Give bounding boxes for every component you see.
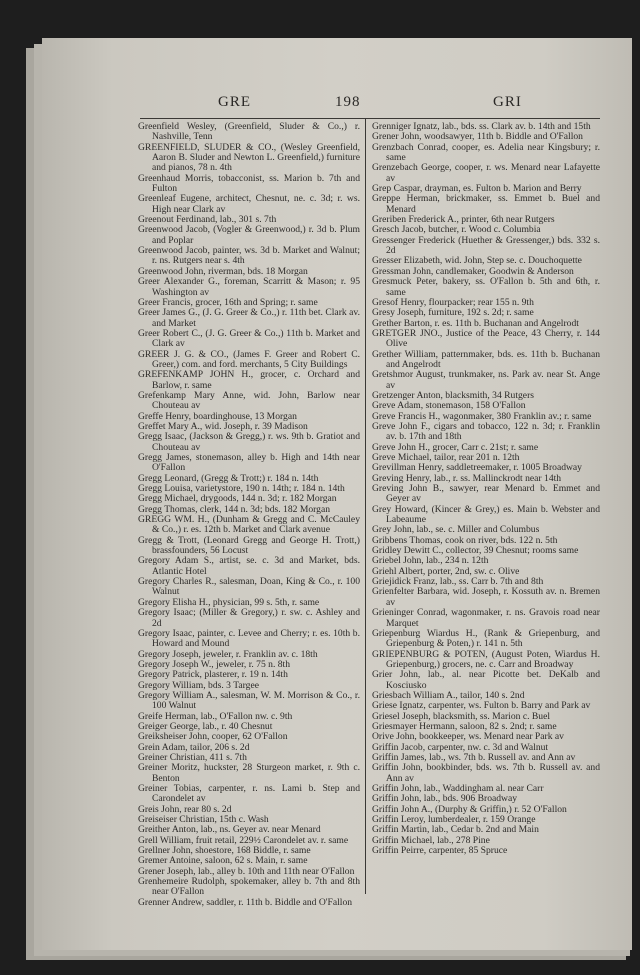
directory-entry: Grey Howard, (Kincer & Grey,) es. Main b. Webster and Labeaume [372,503,600,526]
directory-entry: Grevillman Henry, saddletreemaker, r. 1005 Broadway [372,462,582,474]
directory-entry: Griffin Jacob, carpenter, nw. c. 3d and Walnut [372,741,549,753]
directory-entry: GREGG WM. H., (Dunham & Gregg and C. McCauley & Co.,) r. es. 12th b. Market and Clark avenue [138,514,360,536]
directory-entry: Grep Caspar, drayman, es. Fulton b. Marion and Berry [372,183,582,195]
directory-entry: Gregg Isaac, (Jackson & Gregg,) r. ws. 9th b. Gratiot and Chouteau av [138,431,360,453]
directory-entry: Gresy Joseph, furniture, 192 s. 2d; r. same [372,307,534,319]
directory-entry: Grenzbach Conrad, cooper, es. Adelia near Kingsbury; r. same [372,141,600,164]
directory-entry: Grein Adam, tailor, 206 s. 2d [138,741,250,753]
directory-entry: Griffin John, lab., bds. 906 Broadway [372,793,518,805]
directory-entry: Griffin Martin, lab., Cedar b. 2nd and Main [372,824,539,836]
directory-entry: Gretzenger Anton, blacksmith, 34 Rutgers [372,389,534,401]
directory-entry: Grenniger Ignatz, lab., bds. ss. Clark av. b. 14th and 15th [372,121,591,132]
directory-entry: Gregory William, bds. 3 Targee [138,679,259,691]
directory-entry: Gregory Joseph, jeweler, r. Franklin av. c. 18th [138,648,318,660]
directory-entry: Greiger George, lab., r. 40 Chesnut [138,720,273,732]
directory-entry: Griepenburg Wiardus H., (Rank & Griepenburg, and Griepenburg & Poten,) r. 141 n. 5th [372,627,600,650]
directory-entry: Greither Anton, lab., ns. Geyer av. near Menard [138,824,321,836]
directory-entry: Gressenger Frederick (Huether & Gressenger,) bds. 332 s. 2d [372,234,600,257]
directory-entry: Gregory Charles R., salesman, Doan, King & Co., r. 100 Walnut [138,576,360,598]
directory-entry: Gregory William A., salesman, W. M. Morrison & Co., r. 100 Walnut [138,689,360,712]
directory-entry: Greve Francis H., wagonmaker, 380 Franklin av.; r. same [372,410,592,422]
page-number: 198 [335,94,361,110]
directory-entry: Greis John, rear 80 s. 2d [138,803,232,815]
directory-entry: Gregory Isaac, painter, c. Levee and Cherry; r. es. 10th b. Howard and Mound [138,627,360,650]
running-head-right: GRI [493,94,522,110]
directory-entry: Grefenkamp Mary Anne, wid. John, Barlow near Chouteau av [138,389,360,412]
header-rule [140,118,600,119]
directory-entry: Greve Adam, stonemason, 158 O'Fallon [372,400,526,412]
directory-entry: GRIEPENBURG & POTEN, (August Poten, Wiardus H. Griepenburg,) grocers, ne. c. Carr and Broadway [372,648,600,670]
directory-entry: Gresser Elizabeth, wid. John, Step se. c. Douchoquette [372,255,582,267]
running-head-left: GRE [218,94,251,110]
directory-entry: Greer James G., (J. G. Greer & Co.,) r. 11th bet. Clark av. and Market [138,307,360,329]
directory-entry: Greffet Mary A., wid. Joseph, r. 39 Madison [138,420,308,432]
directory-entry: Greer Alexander G., foreman, Scarritt & Mason; r. 95 Washington av [138,276,360,298]
directory-entry: Greving Henry, lab., r. ss. Mallinckrodt near 14th [372,472,562,484]
directory-entry: Griebel John, lab., 234 n. 12th [372,555,489,567]
column-divider [365,119,366,894]
directory-entry: Greiner Tobias, carpenter, r. ns. Lami b. Step and Carondelet av [138,783,360,805]
directory-entry: GRETGER JNO., Justice of the Peace, 43 Cherry, r. 144 Olive [372,327,600,350]
directory-entry: Griesmayer Hermann, saloon, 82 s. 2nd; r. same [372,720,557,732]
directory-entry: Greppe Herman, brickmaker, ss. Emmet b. Buel and Menard [372,193,600,215]
directory-entry: Gregg Louisa, varietystore, 190 n. 14th; r. 184 n. 14th [138,483,345,495]
directory-entry: Grellner John, shoestore, 168 Biddle, r. same [138,845,311,857]
directory-entry: Greffe Henry, boardinghouse, 13 Morgan [138,410,297,422]
directory-entry: Greiksheiser John, cooper, 62 O'Fallon [138,731,288,743]
directory-entry: Grener John, woodsawyer, 11th b. Biddle and O'Fallon [372,131,583,143]
directory-entry: Gridley Dewitt C., collector, 39 Chesnut; rooms same [372,545,579,557]
directory-entry: Gribbens Thomas, cook on river, bds. 122 n. 5th [372,534,558,546]
directory-entry: Gresch Jacob, butcher, r. Wood c. Columbia [372,224,541,236]
directory-entry: Grener Joseph, lab., alley b. 10th and 11th near O'Fallon [138,865,355,877]
directory-entry: Grier John, lab., al. near Picotte bet. DeKalb and Kosciusko [372,669,600,691]
directory-entry: Gregory Adam S., artist, se. c. 3d and Market, bds. Atlantic Hotel [138,555,360,577]
directory-entry: Griese Ignatz, carpenter, ws. Fulton b. Barry and Park av [372,700,591,712]
directory-entry: Greer Francis, grocer, 16th and Spring; r. same [138,296,318,308]
directory-entry: GREFENKAMP JOHN H., grocer, c. Orchard and Barlow, r. same [138,369,360,391]
directory-entry: Griffin Leroy, lumberdealer, r. 159 Orange [372,814,536,826]
directory-entry: Grenzebach George, cooper, r. ws. Menard near Lafayette av [372,162,600,184]
directory-entry: Greenwood Jacob, (Vogler & Greenwood,) r. 3d b. Plum and Poplar [138,224,360,246]
directory-entry: Greriben Frederick A., printer, 6th near Rutgers [372,214,555,226]
directory-entry: Greving John B., sawyer, rear Menard b. Emmet and Geyer av [372,483,600,505]
directory-entry: Greve John H., grocer, Carr c. 21st; r. same [372,441,539,453]
directory-entry: Griehl Albert, porter, 2nd, sw. c. Olive [372,565,520,577]
directory-entry: GREER J. G. & CO., (James F. Greer and Robert C. Greer,) com. and ford. merchants, 5 City Buildings [138,348,360,370]
directory-entry: Grenhemeire Rudolph, spokemaker, alley b. 7th and 8th near O'Fallon [138,876,360,898]
directory-entry: Gregg Michael, drygoods, 144 n. 3d; r. 182 Morgan [138,493,337,505]
directory-entry: Gresmuck Peter, bakery, ss. O'Fallon b. 5th and 6th, r. same [372,276,600,298]
directory-entry: Gregg James, stonemason, alley b. High and 14th near O'Fallon [138,452,360,474]
directory-entry: Gregg Thomas, clerk, 144 n. 3d; bds. 182 Morgan [138,503,331,515]
directory-entry: Grienfelter Barbara, wid. Joseph, r. Kossuth av. n. Bremen av [372,586,600,608]
directory-entry: Greiseiser Christian, 15th c. Wash [138,814,269,826]
directory-entry: Greife Herman, lab., O'Fallon nw. c. 9th [138,710,293,722]
directory-entry: Griesel Joseph, blacksmith, ss. Marion c. Buel [372,710,550,722]
directory-entry: Gregory Joseph W., jeweler, r. 75 n. 8th [138,658,291,670]
directory-entry: Gregory Patrick, plasterer, r. 19 n. 14th [138,669,288,681]
directory-entry: Greve John F., cigars and tobacco, 122 n. 3d; r. Franklin av. b. 17th and 18th [372,420,600,443]
directory-entry: Griffin Peirre, carpenter, 85 Spruce [372,845,508,857]
directory-entry: Griffin Michael, lab., 278 Pine [372,834,490,846]
directory-entry: Gretshmor August, trunkmaker, ns. Park av. near St. Ange av [372,369,600,391]
directory-entry: Gremer Antoine, saloon, 62 s. Main, r. same [138,855,308,867]
left-column [138,122,360,908]
directory-entry: Grell William, fruit retail, 229½ Carondelet av. r. same [138,834,349,846]
directory-entry: Gregg & Trott, (Leonard Gregg and George H. Trott,) brassfounders, 56 Locust [138,534,360,557]
directory-entry: Greiner Moritz, huckster, 28 Sturgeon market, r. 9th c. Benton [138,762,360,784]
directory-entry: Greenwood Jacob, painter, ws. 3d b. Market and Walnut; r. ns. Rutgers near s. 4th [138,245,360,267]
directory-entry: Griffin John, lab., Waddingham al. near Carr [372,783,544,794]
directory-entry: Greve Michael, tailor, rear 201 n. 12th [372,452,520,463]
directory-entry: GREENFIELD, SLUDER & CO., (Wesley Greenfield, Aaron B. Sluder and Newton L. Greenfield,) furniture and pianos, 78 n. 4th [138,141,360,174]
directory-entry: Grether Barton, r. es. 11th b. Buchanan and Angelrodt [372,317,579,329]
directory-entry: Orive John, bookkeeper, ws. Menard near Park av [372,731,564,743]
directory-entry: Grenner Andrew, saddler, r. 11th b. Biddle and O'Fallon [138,896,353,908]
directory-entry: Greenfield Wesley, (Greenfield, Sluder & Co.,) r. Nashville, Tenn [138,121,360,143]
directory-entry: Griejidick Franz, lab., ss. Carr b. 7th and 8th [372,576,544,588]
directory-entry: Grether William, patternmaker, bds. es. 11th b. Buchanan and Angelrodt [372,348,600,370]
right-column [372,122,600,856]
directory-entry: Gregory Isaac; (Miller & Gregory,) r. sw. c. Ashley and 2d [138,607,360,629]
directory-entry: Greenout Ferdinand, lab., 301 s. 7th [138,214,277,226]
directory-entry: Gregg Leonard, (Gregg & Trott;) r. 184 n. 14th [138,472,319,484]
directory-entry: Griffin John, bookbinder, bds. ws. 7th b. Russell av. and Ann av [372,762,600,784]
directory-entry: Griesbach William A., tailor, 140 s. 2nd [372,689,525,701]
directory-entry: Greenhaud Morris, tobacconist, ss. Marion b. 7th and Fulton [138,172,360,195]
directory-entry: Greer Robert C., (J. G. Greer & Co.,) 11th b. Market and Clark av [138,327,360,350]
directory-entry: Greenleaf Eugene, architect, Chesnut, ne. c. 3d; r. ws. High near Clark av [138,193,360,215]
directory-entry: Grieninger Conrad, wagonmaker, r. ns. Gravois road near Marquet [372,607,600,629]
directory-entry: Grey John, lab., se. c. Miller and Columbus [372,524,540,536]
directory-entry: Gressman John, candlemaker, Goodwin & Anderson [372,265,574,277]
directory-entry: Griffin James, lab., ws. 7th b. Russell av. and Ann av [372,751,576,763]
directory-entry: Gresof Henry, flourpacker; rear 155 n. 9th [372,296,534,308]
directory-entry: Greenwood John, riverman, bds. 18 Morgan [138,265,308,277]
directory-entry: Gregory Elisha H., physician, 99 s. 5th, r. same [138,596,320,608]
directory-entry: Greiner Christian, 411 s. 7th [138,751,247,763]
directory-entry: Griffin John A., (Durphy & Griffin,) r. 52 O'Fallon [372,803,567,815]
